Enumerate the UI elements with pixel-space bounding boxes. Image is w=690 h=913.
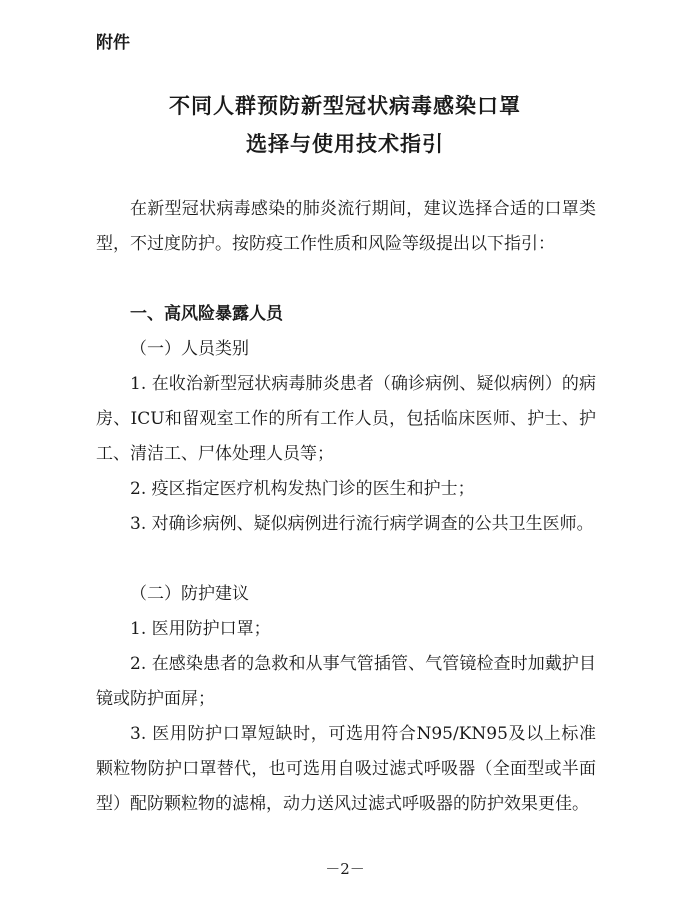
subsection-heading-personnel-category: （一）人员类别	[130, 339, 249, 359]
subsection-heading-protection-advice: （二）防护建议	[130, 584, 249, 604]
intro-paragraph: 在新型冠状病毒感染的肺炎流行期间，建议选择合适的口罩类型，不过度防护。按防疫工作性质和风险等级提出以下指引：	[96, 199, 596, 254]
category-item-1: 1. 在收治新型冠状病毒肺炎患者（确诊病例、疑似病例）的病房、ICU和留观室工作的所有工作人员，包括临床医师、护士、护工、清洁工、尸体处理人员等；	[96, 374, 596, 464]
document-title-line2: 选择与使用技术指引	[246, 132, 444, 156]
page-number: －2－	[325, 860, 365, 878]
advice-item-1: 1. 医用防护口罩；	[130, 619, 271, 639]
category-item-3: 3. 对确诊病例、疑似病例进行流行病学调查的公共卫生医师。	[130, 514, 594, 534]
section-heading-high-risk: 一、高风险暴露人员	[130, 304, 283, 324]
category-item-2: 2. 疫区指定医疗机构发热门诊的医生和护士；	[130, 479, 475, 499]
advice-item-2: 2. 在感染患者的急救和从事气管插管、气管镜检查时加戴护目镜或防护面屏；	[96, 654, 596, 709]
advice-item-3: 3. 医用防护口罩短缺时，可选用符合N95/KN95及以上标准颗粒物防护口罩替代，也可选用自吸过滤式呼吸器（全面型或半面型）配防颗粒物的滤棉，动力送风过滤式呼吸器的防护效果更佳。	[96, 724, 596, 814]
attachment-label: 附件	[96, 33, 130, 53]
document-title-line1: 不同人群预防新型冠状病毒感染口罩	[169, 94, 521, 118]
